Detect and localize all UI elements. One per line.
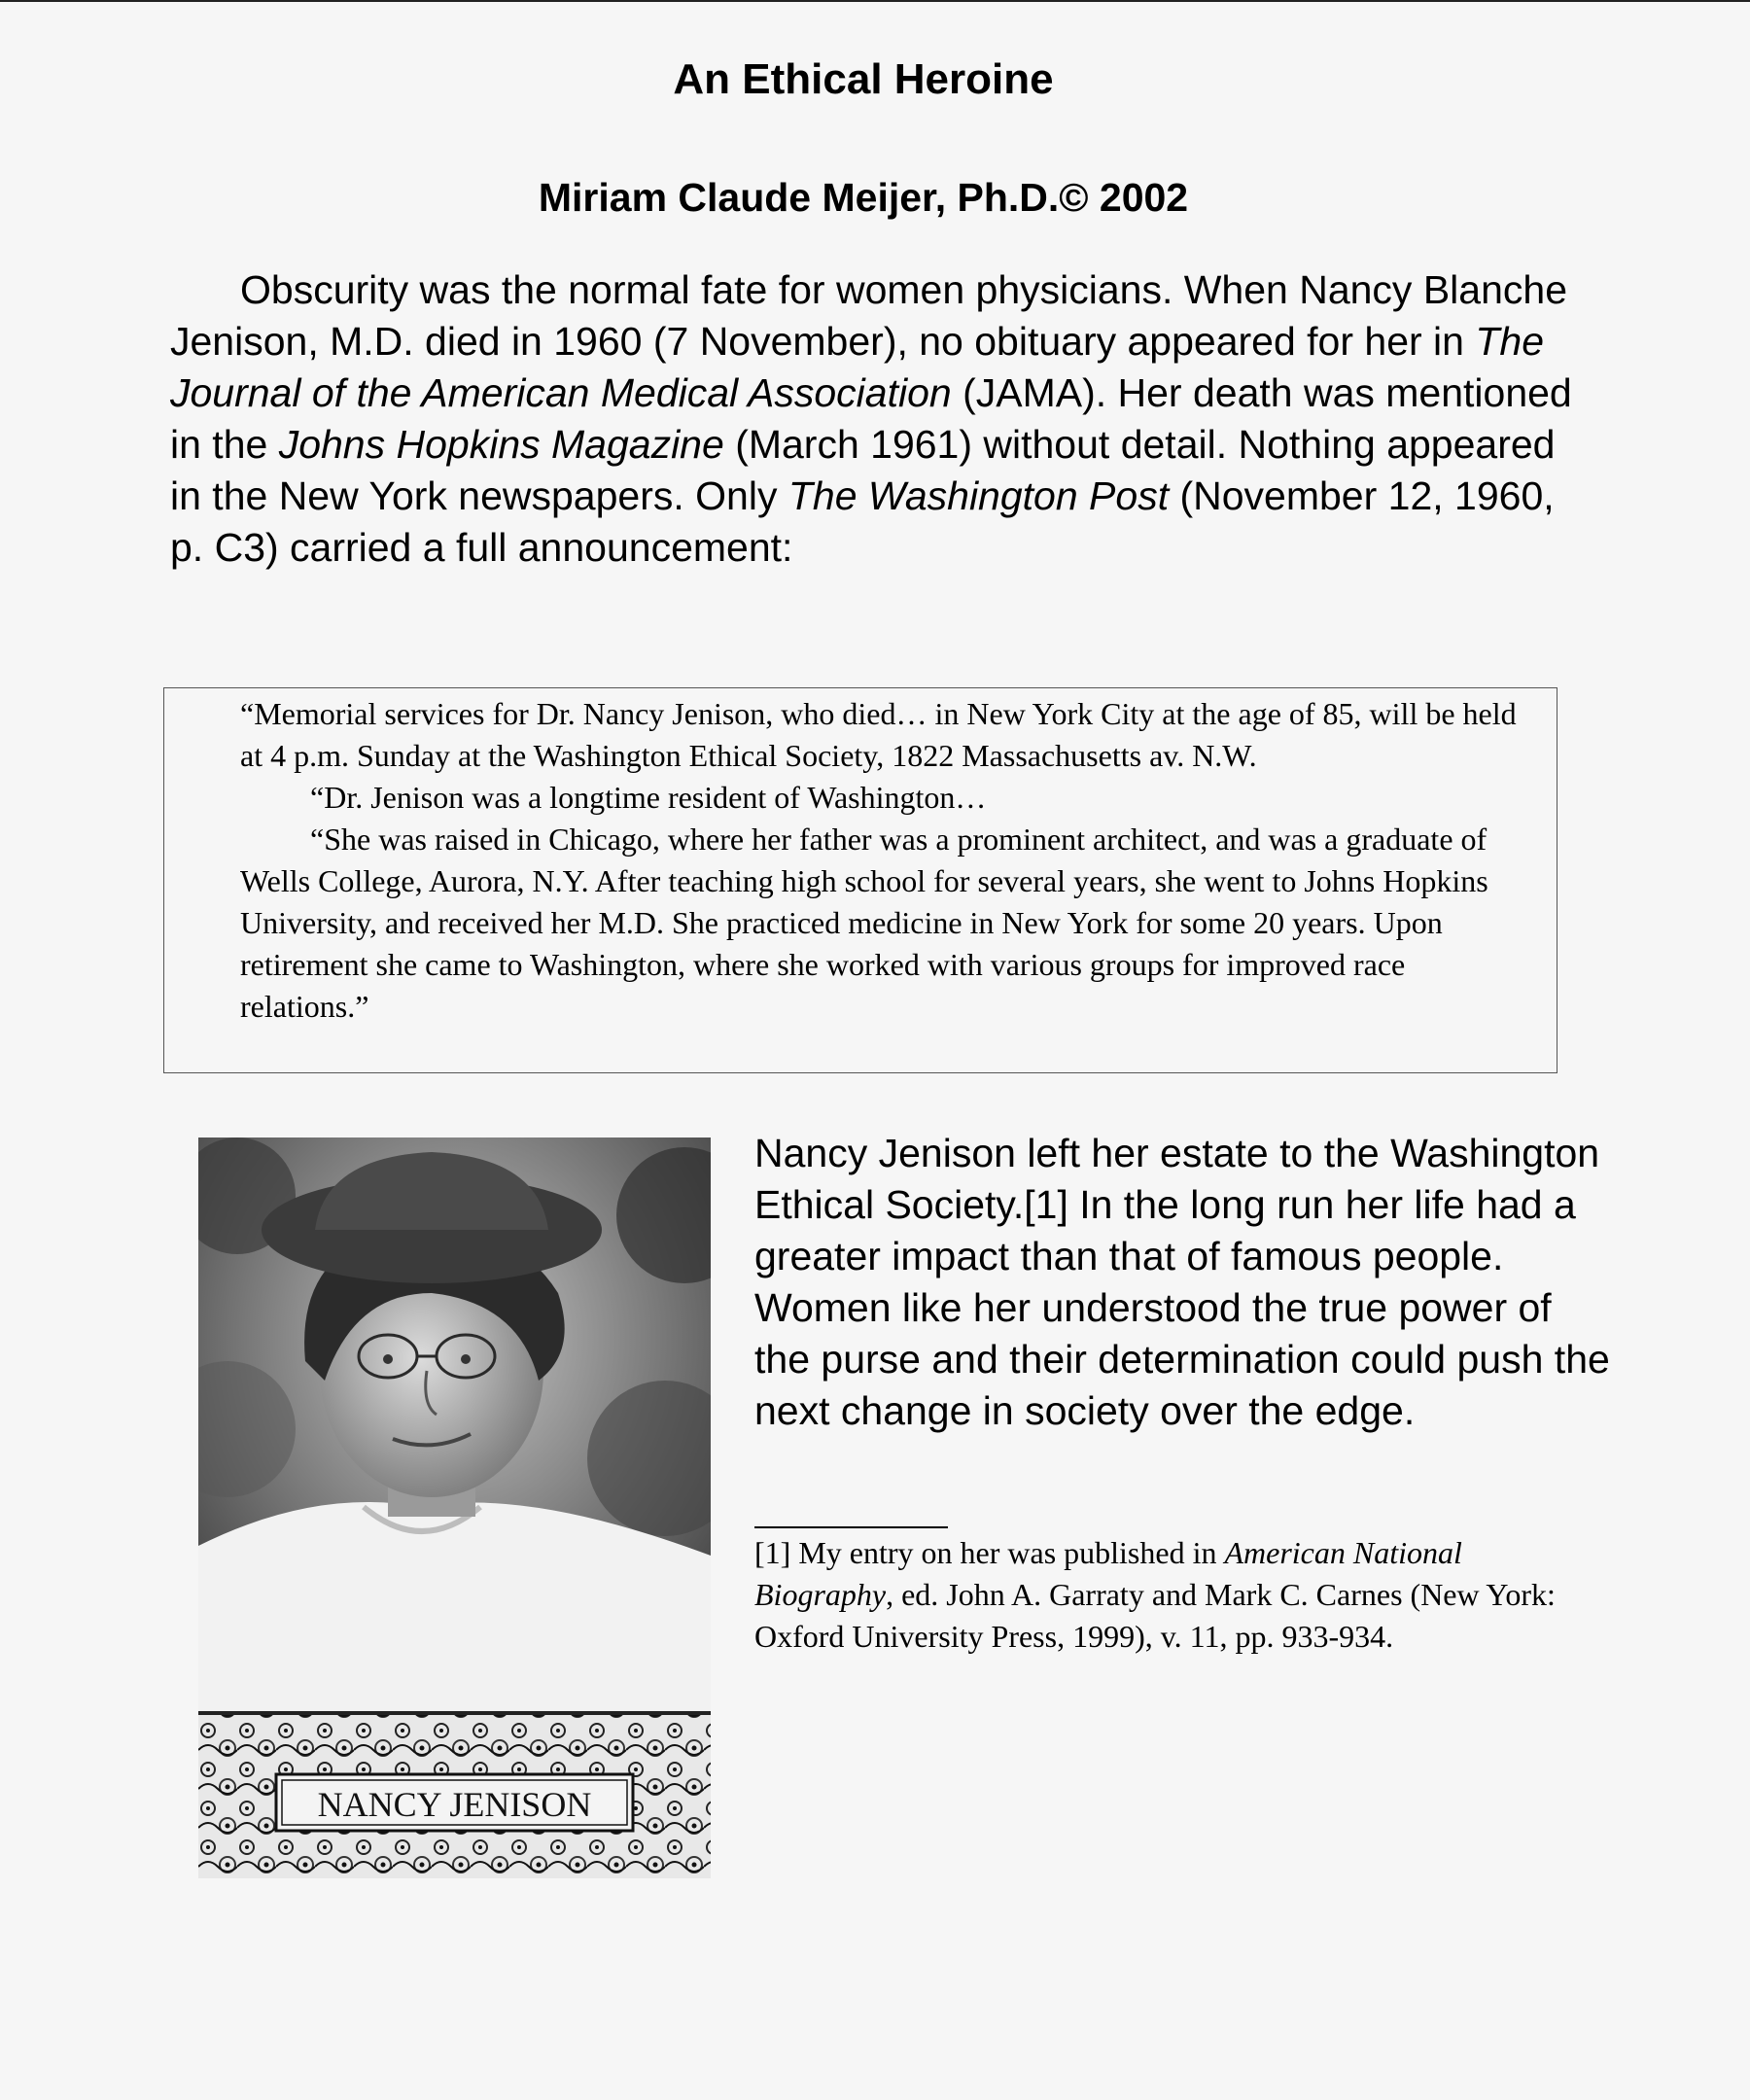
- footnote-divider: [754, 1526, 948, 1528]
- footnote: [754, 1532, 1600, 1658]
- footnote-text-1: [1] My entry on her was published in: [754, 1535, 1225, 1570]
- footnote-book-title: American National Biography: [754, 1535, 1462, 1612]
- quote-paragraph-3: “She was raised in Chicago, where her father was a prominent architect, and was a graduate of Wells College, Aurora, N.Y. After teaching high school for several years, she went to Johns Hopkins University, and received her M.D. She practiced medicine in New York for some 20 years. Upon retirement she came to Washington, where she worked with various groups for improved race relations.”: [240, 822, 1488, 1024]
- footnote-text-2: , ed. John A. Garraty and Mark C. Carnes (New York: Oxford University Press, 1999), v. 11, pp. 933-934.: [754, 1577, 1556, 1654]
- intro-text-4: (November 12, 1960, p. C3) carried a full announcement:: [170, 473, 1555, 570]
- intro-text-1: Obscurity was the normal fate for women physicians. When Nancy Blanche Jenison, M.D. died in 1960 (7 November), no obituary appeared for her in: [170, 267, 1567, 364]
- top-border: [0, 0, 1750, 2]
- newspaper-quote: [240, 693, 1523, 1028]
- intro-paragraph: [170, 264, 1580, 574]
- quote-box: [163, 687, 1558, 1073]
- portrait-photo: [198, 1138, 711, 1878]
- jama-title: The Journal of the American Medical Association: [170, 319, 1545, 415]
- quote-paragraph-1: “Memorial services for Dr. Nancy Jenison, who died… in New York City at the age of 85, will be held at 4 p.m. Sunday at the Washington Ethical Society, 1822 Massachusetts av. N.W.: [240, 696, 1517, 773]
- intro-text-3: (March 1961) without detail. Nothing appeared in the New York newspapers. Only: [170, 422, 1556, 518]
- quote-paragraph-2: “Dr. Jenison was a longtime resident of Washington…: [310, 780, 987, 815]
- portrait-caption: NANCY JENISON: [317, 1785, 592, 1824]
- hopkins-magazine-title: Johns Hopkins Magazine: [278, 422, 724, 467]
- washington-post-title: The Washington Post: [788, 473, 1170, 518]
- page-title: An Ethical Heroine: [673, 55, 1054, 103]
- intro-text-2: (JAMA). Her death was mentioned in the: [170, 370, 1572, 467]
- author-line: Miriam Claude Meijer, Ph.D.© 2002: [538, 175, 1189, 220]
- estate-paragraph: Nancy Jenison left her estate to the Washington Ethical Society.[1] In the long run her life had a greater impact than that of famous people. Women like her understood the true power of the purse and their determination could push the next change in society over the edge.: [754, 1131, 1610, 1433]
